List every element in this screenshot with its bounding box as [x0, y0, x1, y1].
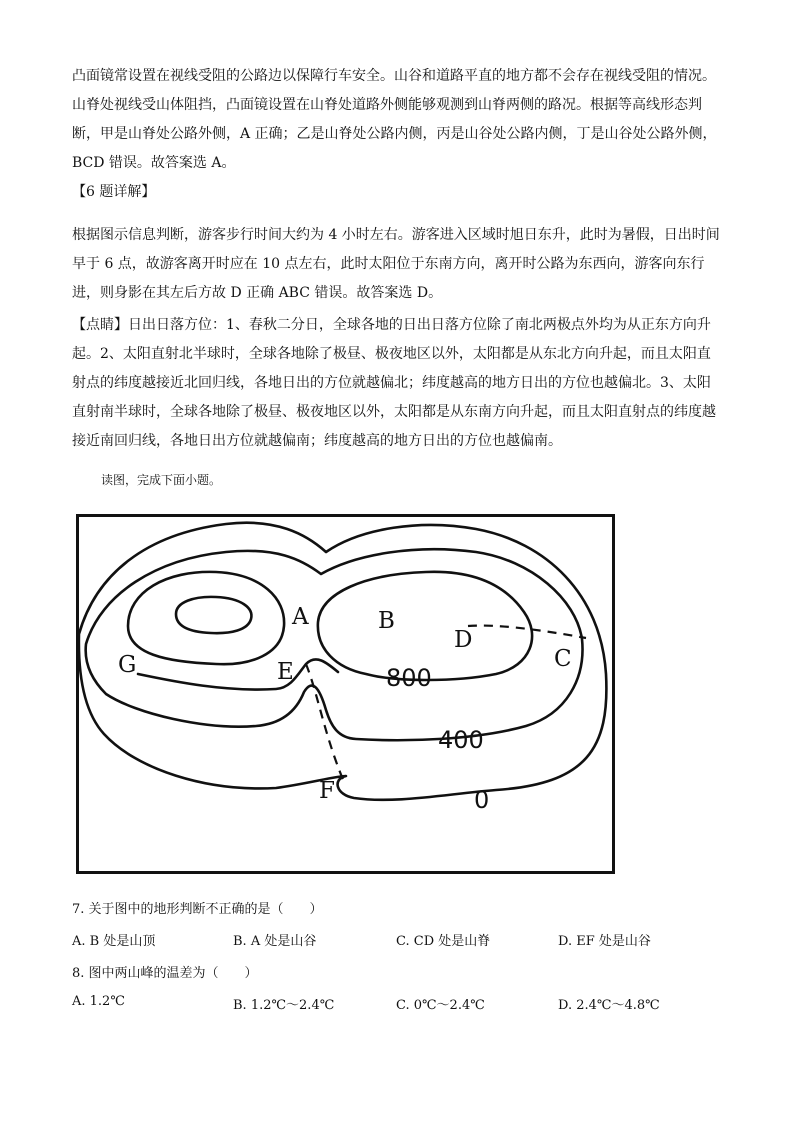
- explanation-5: [72, 62, 722, 178]
- point-label-c: C: [554, 646, 572, 672]
- q7-option-b: B. A 处是山谷: [233, 934, 317, 949]
- q8-option-a: A. 1.2℃: [72, 994, 125, 1009]
- contour-label-400: 400: [438, 726, 484, 754]
- section-heading: 【6 题详解】: [72, 184, 156, 200]
- text-line: 山脊处视线受山体阻挡，凸面镜设置在山脊处道路外侧能够观测到山脊两侧的路况。根据等高线形态判: [72, 97, 702, 113]
- point-label-f: F: [319, 778, 335, 804]
- q6-heading: [72, 178, 722, 207]
- text-line: 断，甲是山脊处公路外侧，A 正确；乙是山脊处公路内侧，丙是山谷处公路内侧，丁是山谷处公路外侧，: [72, 126, 717, 142]
- q8-option-d: D. 2.4℃～4.8℃: [558, 998, 660, 1013]
- tips-section: [72, 311, 722, 456]
- text-line: 早于 6 点，故游客离开时应在 10 点左右，此时太阳位于东南方向，离开时公路为东西向，游客向东行: [72, 256, 705, 272]
- q7-option-a: A. B 处是山顶: [72, 934, 156, 949]
- contour-label-0: 0: [474, 786, 490, 814]
- point-label-g: G: [118, 652, 137, 678]
- point-label-a: A: [292, 604, 309, 630]
- text-line: 进，则身影在其左后方故 D 正确 ABC 错误。故答案选 D。: [72, 285, 443, 301]
- point-label-b: B: [378, 608, 395, 634]
- text-line: 根据图示信息判断，游客步行时间大约为 4 小时左右。游客进入区域时旭日东升，此时为暑假，日出时间: [72, 227, 720, 243]
- text-line: 起。2、太阳直射北半球时，全球各地除了极昼、极夜地区以外，太阳都是从东北方向升起，而且太阳直: [72, 346, 711, 362]
- instruction: 读图，完成下面小题。: [101, 473, 222, 487]
- text-line: BCD 错误。故答案选 A。: [72, 155, 236, 171]
- explanation-6: [72, 221, 722, 308]
- contour-label-800: 800: [386, 664, 432, 692]
- point-label-e: E: [277, 659, 294, 685]
- contour-map: [76, 514, 615, 874]
- q8-option-b: B. 1.2℃～2.4℃: [233, 998, 335, 1013]
- q7-option-d: D. EF 处是山谷: [558, 934, 651, 949]
- text-line: 凸面镜常设置在视线受阻的公路边以保障行车安全。山谷和道路平直的地方都不会存在视线受阻的情况。: [72, 68, 716, 84]
- text-line: 接近南回归线，各地日出方位就越偏南；纬度越高的地方日出的方位也越偏南。: [72, 433, 562, 449]
- text-line: 【点睛】日出日落方位：1、春秋二分日，全球各地的日出日落方位除了南北两极点外均为从正东方向升: [72, 317, 711, 333]
- point-label-d: D: [454, 627, 473, 653]
- text-line: 直射南半球时，全球各地除了极昼、极夜地区以外，太阳都是从东南方向升起，而且太阳直射点的纬度越: [72, 404, 716, 420]
- text-line: 射点的纬度越接近北回归线，各地日出的方位就越偏北；纬度越高的地方日出的方位也越偏北。3、太阳: [72, 375, 711, 391]
- question-8-stem: 8. 图中两山峰的温差为（ ）: [72, 966, 258, 981]
- q7-option-c: C. CD 处是山脊: [396, 934, 491, 949]
- question-7-stem: 7. 关于图中的地形判断不正确的是（ ）: [72, 902, 323, 917]
- q8-option-c: C. 0℃～2.4℃: [396, 998, 485, 1013]
